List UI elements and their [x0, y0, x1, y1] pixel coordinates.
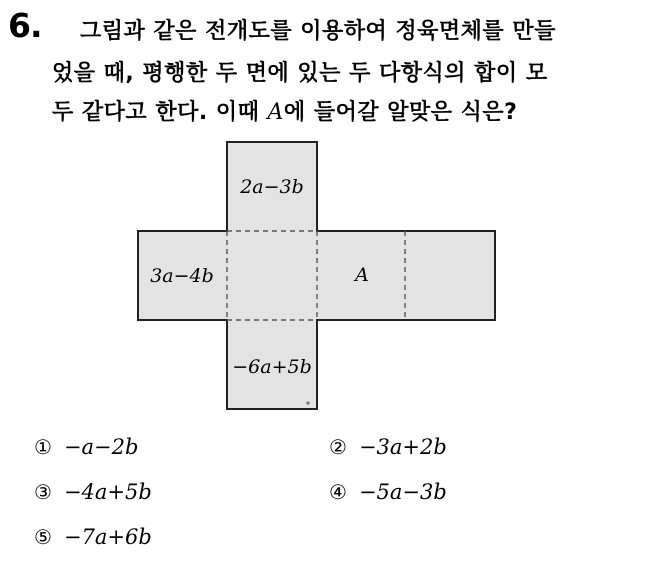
question-variable-a: A [267, 100, 284, 125]
answer-choice-2[interactable] [329, 435, 447, 459]
choice-expression: −5a−3b [358, 480, 447, 504]
question-number: 6. [8, 6, 42, 45]
face-label-left: 3a−4b [150, 265, 214, 287]
question-text-line-2: 었을 때, 평행한 두 면에 있는 두 다항식의 합이 모 [52, 61, 548, 86]
choice-mark: ② [329, 435, 347, 459]
face-label-top: 2a−3b [240, 176, 304, 198]
answer-choice-3[interactable] [34, 480, 152, 504]
face-label-a: A [355, 264, 369, 286]
answer-choice-5[interactable] [34, 525, 152, 549]
small-mark [306, 401, 309, 404]
choice-mark: ⑤ [34, 525, 52, 549]
face-label-bottom: −6a+5b [232, 356, 312, 378]
question-text-line-3-end: 에 들어갈 알맞은 식은? [283, 100, 518, 125]
question-text-line-3-start: 두 같다고 한다. 이때 [52, 100, 268, 125]
choice-expression: −3a+2b [358, 435, 447, 459]
answer-choice-4[interactable] [329, 480, 447, 504]
choice-mark: ③ [34, 480, 52, 504]
choice-expression: −a−2b [63, 435, 139, 459]
choice-mark: ④ [329, 480, 347, 504]
choice-expression: −7a+6b [63, 525, 152, 549]
answer-choice-1[interactable] [34, 435, 138, 459]
choice-expression: −4a+5b [63, 480, 152, 504]
choice-mark: ① [34, 435, 52, 459]
question-text-line-1: 그림과 같은 전개도를 이용하여 정육면체를 만들 [80, 19, 556, 44]
